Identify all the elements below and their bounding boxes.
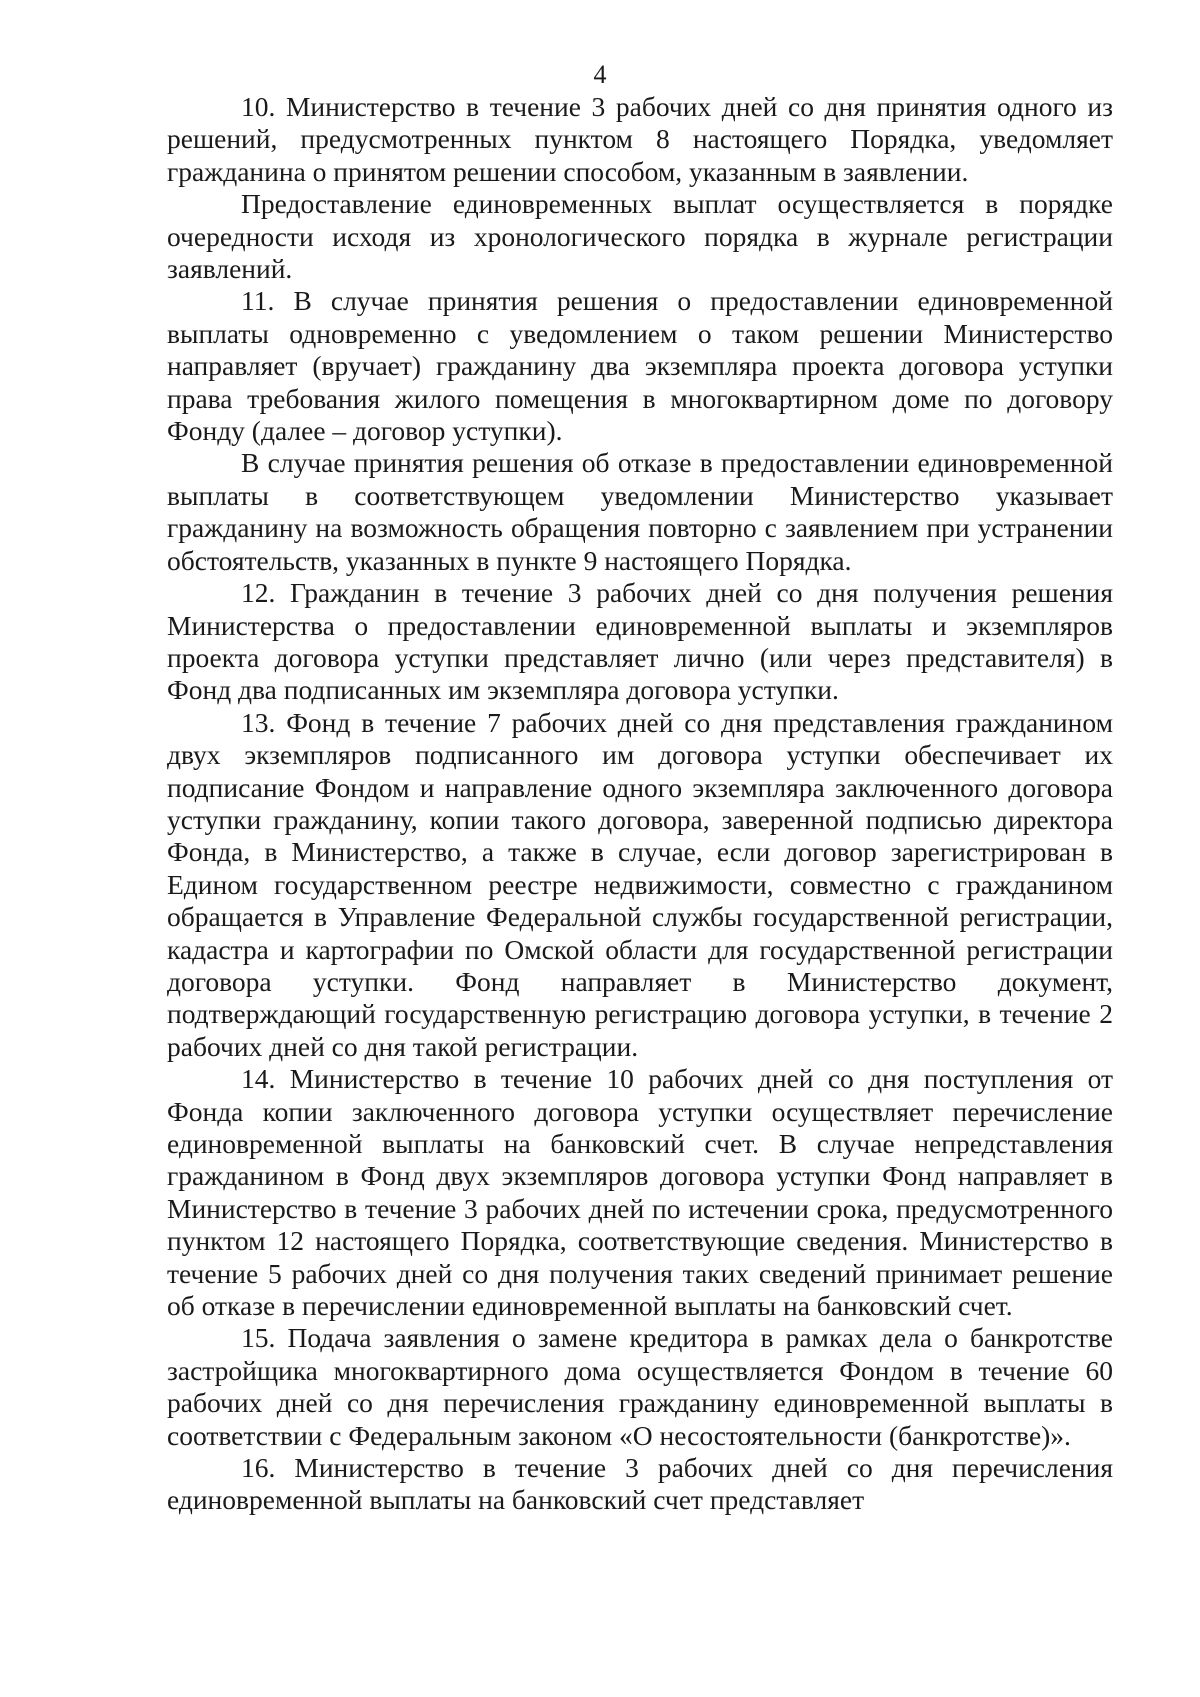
paragraph-10: 10. Министерство в течение 3 рабочих дней со дня принятия одного из решений, предусмотренных пунктом 8 настоящего Порядка, уведомляет гражданина о принятом решении способом, указанным в заявлении.	[167, 91, 1113, 187]
page-number: 4	[593, 60, 607, 89]
paragraph-11-continuation: В случае принятия решения об отказе в предоставлении единовременной выплаты в соответствующем уведомлении Министерство указывает гражданину на возможность обращения повторно с заявлением при устранении обстоятельств, указанных в пункте 9 настоящего Порядка.	[167, 447, 1113, 576]
paragraph-11: 11. В случае принятия решения о предоставлении единовременной выплаты одновременно с уведомлением о таком решении Министерство направляет (вручает) гражданину два экземпляра проекта договора уступки права требования жилого помещения в многоквартирном доме по договору Фонду (далее – договор уступки).	[167, 285, 1113, 447]
paragraph-14: 14. Министерство в течение 10 рабочих дней со дня поступления от Фонда копии заключенного договора уступки осуществляет перечисление единовременной выплаты на банковский счет. В случае непредставления гражданином в Фонд двух экземпляров договора уступки Фонд направляет в Министерство в течение 3 рабочих дней по истечении срока, предусмотренного пунктом 12 настоящего Порядка, соответствующие сведения. Министерство в течение 5 рабочих дней со дня получения таких сведений принимает решение об отказе в перечислении единовременной выплаты на банковский счет.	[167, 1063, 1113, 1322]
paragraph-10-continuation: Предоставление единовременных выплат осуществляется в порядке очередности исходя из хронологического порядка в журнале регистрации заявлений.	[167, 188, 1113, 285]
paragraph-15: 15. Подача заявления о замене кредитора в рамках дела о банкротстве застройщика многоквартирного дома осуществляется Фондом в течение 60 рабочих дней со дня перечисления гражданину единовременной выплаты в соответствии с Федеральным законом «О несостоятельности (банкротстве)».	[167, 1322, 1113, 1451]
paragraph-13: 13. Фонд в течение 7 рабочих дней со дня представления гражданином двух экземпляров подписанного им договора уступки обеспечивает их подписание Фондом и направление одного экземпляра заключенного договора уступки гражданину, копии такого договора, заверенной подписью директора Фонда, в Министерство, а также в случае, если договор зарегистрирован в Едином государственном реестре недвижимости, совместно с гражданином обращается в Управление Федеральной службы государственной регистрации, кадастра и картографии по Омской области для государственной регистрации договора уступки. Фонд направляет в Министерство документ, подтверждающий государственную регистрацию договора уступки, в течение 2 рабочих дней со дня такой регистрации.	[167, 706, 1113, 1062]
paragraph-16: 16. Министерство в течение 3 рабочих дней со дня перечисления единовременной выплаты на банковский счет представляет	[167, 1452, 1113, 1516]
document-body	[167, 91, 1113, 1517]
paragraph-12: 12. Гражданин в течение 3 рабочих дней со дня получения решения Министерства о предоставлении единовременной выплаты и экземпляров проекта договора уступки представляет лично (или через представителя) в Фонд два подписанных им экземпляра договора уступки.	[167, 577, 1113, 706]
